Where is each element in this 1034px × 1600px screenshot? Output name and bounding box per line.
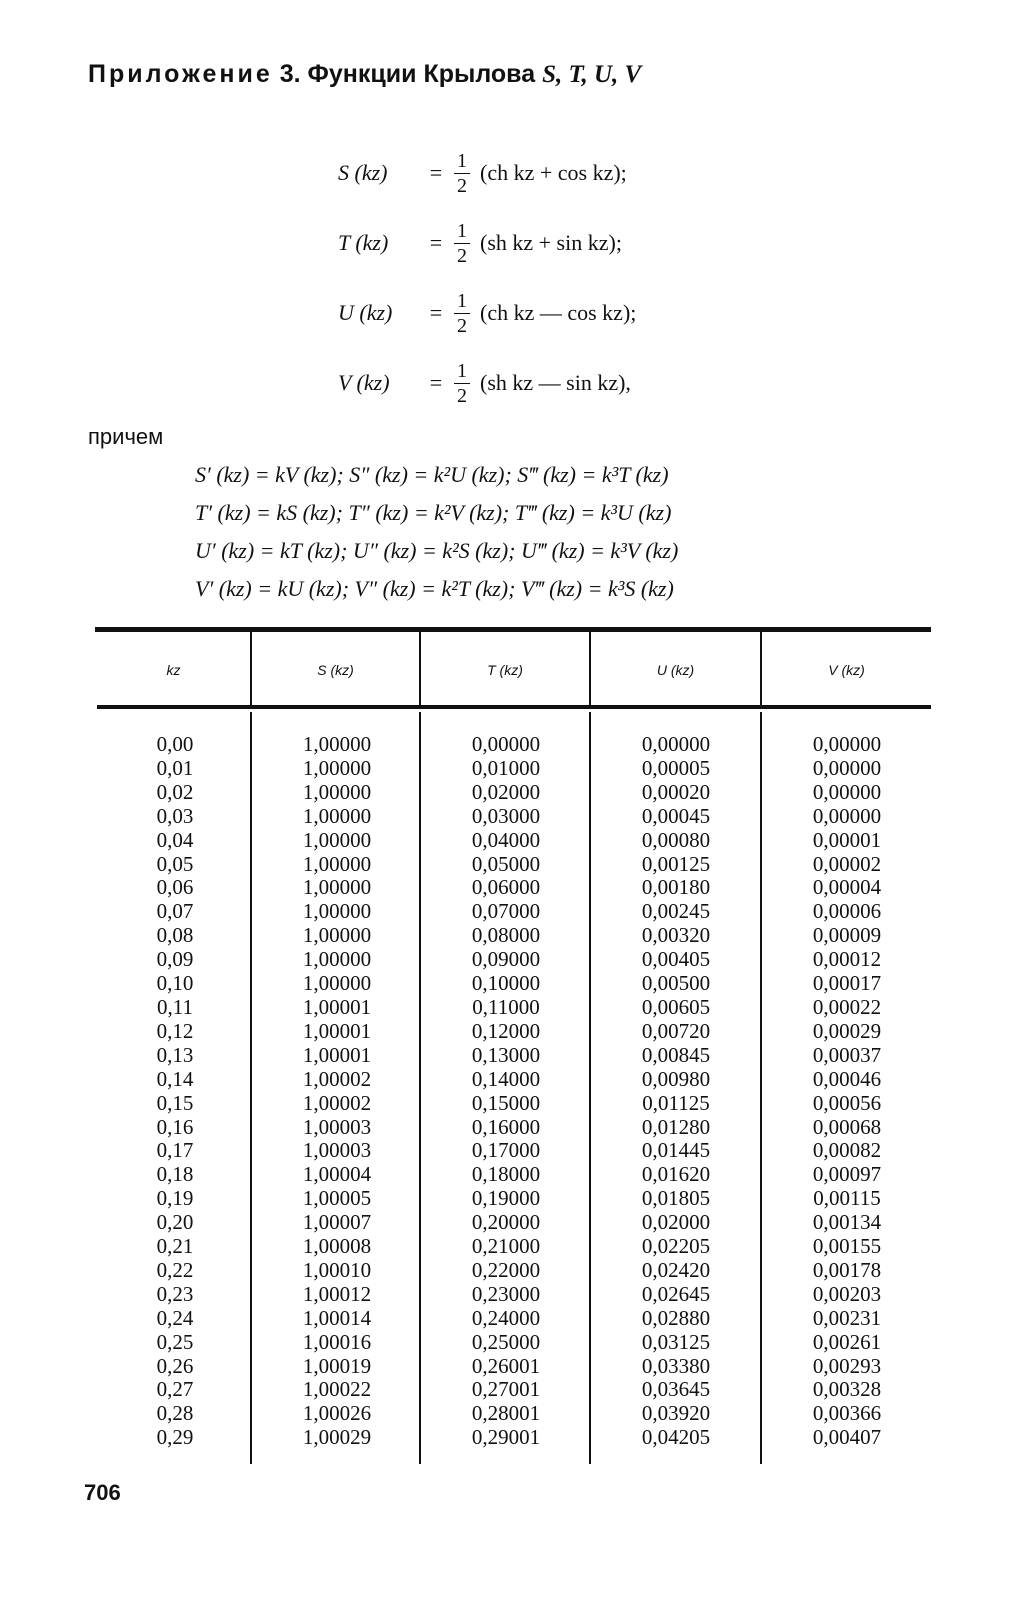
table-cell: 0,20000: [471, 1210, 541, 1235]
table-cell: 0,00180: [641, 875, 711, 900]
table-cell: 0,29001: [471, 1425, 541, 1450]
table-cell: 0,00000: [812, 755, 882, 780]
table-cell: 0,00155: [812, 1234, 882, 1259]
table-cell: 0,24: [156, 1305, 194, 1330]
table-cell: 0,00231: [812, 1305, 882, 1330]
table-cell: 0,03000: [471, 803, 541, 828]
table-cell: 1,00000: [302, 947, 372, 972]
table-cell: 0,01: [156, 755, 194, 780]
table-cell: 0,29: [156, 1425, 194, 1450]
table-cell: 0,00004: [812, 875, 882, 900]
table-cell: 0,02205: [641, 1234, 711, 1259]
table-cell: 0,00009: [812, 923, 882, 948]
fraction-numerator: 1: [454, 291, 470, 314]
column-s: [252, 733, 422, 1450]
table-cell: 0,01125: [642, 1090, 710, 1115]
table-cell: 1,00000: [302, 755, 372, 780]
formula-block: [338, 138, 636, 418]
table-cell: 0,00405: [641, 947, 711, 972]
formula-equals: =: [429, 160, 443, 185]
fraction-denominator: 2: [457, 174, 467, 197]
table-cell: 0,15: [156, 1090, 194, 1115]
table-cell: 0,03380: [641, 1353, 711, 1378]
formula-rhs: (ch kz + cos kz);: [480, 160, 627, 185]
table-cell: 0,11000: [472, 994, 540, 1019]
table-cell: 1,00001: [302, 1018, 372, 1043]
fraction-numerator: 1: [454, 151, 470, 174]
table-cell: 0,16000: [471, 1114, 541, 1139]
table-cell: 0,00845: [641, 1042, 711, 1067]
appendix-label: Приложение: [88, 60, 273, 88]
table-cell: 0,09000: [471, 947, 541, 972]
table-cell: 0,06000: [471, 875, 541, 900]
table-cell: 0,27: [156, 1377, 194, 1402]
derivative-row: V′ (kz) = kU (kz); V″ (kz) = k²T (kz); V‴ (kz) = k³S (kz): [195, 576, 674, 601]
table-cell: 0,22: [156, 1257, 194, 1282]
table-cell: 0,00029: [812, 1018, 882, 1043]
formula-lhs: T (kz): [338, 230, 389, 255]
fraction-denominator: 2: [457, 244, 467, 267]
table-cell: 1,00016: [302, 1329, 372, 1354]
table-cell: 0,05: [156, 851, 194, 876]
table-cell: 1,00000: [302, 851, 372, 876]
table-cell: 0,01000: [471, 755, 541, 780]
formula-lhs: U (kz): [338, 300, 393, 325]
table-cell: 0,18: [156, 1162, 194, 1187]
table-cell: 0,08: [156, 923, 194, 948]
table-cell: 0,23: [156, 1281, 194, 1306]
connector-word: причем: [88, 424, 164, 449]
table-cell: 0,04000: [471, 827, 541, 852]
table-cell: 0,01805: [641, 1186, 711, 1211]
table-cell: 1,00012: [302, 1281, 372, 1306]
table-cell: 1,00002: [302, 1090, 372, 1115]
table-cell: 0,00020: [641, 779, 711, 804]
table-cell: 0,22000: [471, 1257, 541, 1282]
table-cell: 0,00022: [812, 994, 882, 1019]
table-cell: 0,00134: [812, 1210, 882, 1235]
table-cell: 0,00261: [812, 1329, 882, 1354]
table-cell: 1,00022: [302, 1377, 372, 1402]
table-cell: 0,17000: [471, 1138, 541, 1163]
formula-row-v: [338, 348, 636, 418]
table-cell: 1,00003: [302, 1114, 372, 1139]
table-cell: 1,00000: [302, 899, 372, 924]
table-cell: 0,04: [156, 827, 194, 852]
table-cell: 0,02880: [641, 1305, 711, 1330]
table-cell: 0,03920: [641, 1401, 711, 1426]
table-cell: 0,08000: [471, 923, 541, 948]
table-cell: 0,00: [156, 732, 194, 756]
table-cell: 0,21: [156, 1234, 194, 1259]
table-cell: 1,00008: [302, 1234, 372, 1259]
column-header-u: U (kz): [656, 662, 695, 678]
table-cell: 0,12000: [471, 1018, 541, 1043]
table-cell: 0,00500: [641, 971, 711, 996]
fraction-denominator: 2: [457, 384, 467, 407]
derivative-row: S′ (kz) = kV (kz); S″ (kz) = k²U (kz); S‴ (kz) = k³T (kz): [195, 462, 669, 487]
table-cell: 1,00007: [302, 1210, 372, 1235]
table-cell: 1,00000: [302, 827, 372, 852]
table-cell: 0,10000: [471, 971, 541, 996]
fraction: [454, 361, 470, 406]
table-cell: 0,01280: [641, 1114, 711, 1139]
table-cell: 0,24000: [471, 1305, 541, 1330]
table-cell: 0,23000: [471, 1281, 541, 1306]
table-cell: 0,25: [156, 1329, 194, 1354]
table-cell: 0,00002: [812, 851, 882, 876]
table-cell: 0,00037: [812, 1042, 882, 1067]
table-cell: 0,00293: [812, 1353, 882, 1378]
column-kz: [97, 733, 253, 1450]
table-cell: 1,00029: [302, 1425, 372, 1450]
formula-rhs: (ch kz — cos kz);: [480, 300, 637, 325]
table-cell: 0,18000: [471, 1162, 541, 1187]
table-cell: 0,00001: [812, 827, 882, 852]
table-top-rule: [95, 627, 931, 632]
table-cell: 1,00000: [302, 875, 372, 900]
table-cell: 0,28001: [471, 1401, 541, 1426]
table-cell: 0,10: [156, 971, 194, 996]
fraction-denominator: 2: [457, 314, 467, 337]
table-cell: 0,00366: [812, 1401, 882, 1426]
table-cell: 0,02000: [641, 1210, 711, 1235]
formula-equals: =: [429, 370, 443, 395]
table-cell: 0,14: [156, 1066, 194, 1091]
table-cell: 0,00082: [812, 1138, 882, 1163]
fraction: [454, 221, 470, 266]
table-cell: 0,00125: [641, 851, 711, 876]
table-cell: 0,09: [156, 947, 194, 972]
table-cell: 0,00000: [471, 732, 541, 756]
table-cell: 1,00000: [302, 923, 372, 948]
column-header-kz: kz: [166, 662, 181, 678]
table-cell: 0,01620: [641, 1162, 711, 1187]
table-cell: 0,07: [156, 899, 194, 924]
table-cell: 0,00000: [641, 732, 711, 756]
table-cell: 0,07000: [471, 899, 541, 924]
table-cell: 0,03: [156, 803, 194, 828]
table-cell: 1,00002: [302, 1066, 372, 1091]
table-cell: 0,27001: [471, 1377, 541, 1402]
table-cell: 1,00000: [302, 779, 372, 804]
table-cell: 0,05000: [471, 851, 541, 876]
table-cell: 0,11: [157, 994, 193, 1019]
table-cell: 0,12: [156, 1018, 194, 1043]
appendix-number: 3.: [279, 60, 301, 88]
column-header-s: S (kz): [317, 662, 354, 678]
table-cell: 1,00005: [302, 1186, 372, 1211]
column-header-v: V (kz): [828, 662, 865, 678]
table-cell: 0,00245: [641, 899, 711, 924]
derivative-row: U′ (kz) = kT (kz); U″ (kz) = k²S (kz); U‴ (kz) = k³V (kz): [195, 538, 679, 563]
table-cell: 0,00006: [812, 899, 882, 924]
derivative-block: [195, 456, 678, 608]
table-cell: 1,00000: [302, 971, 372, 996]
table-header-rule: [97, 705, 931, 709]
table-cell: 1,00001: [302, 1042, 372, 1067]
table-cell: 0,00115: [813, 1186, 881, 1211]
table-cell: 1,00014: [302, 1305, 372, 1330]
table-cell: 0,14000: [471, 1066, 541, 1091]
table-cell: 0,15000: [471, 1090, 541, 1115]
column-u: [591, 733, 761, 1450]
table-cell: 0,13000: [471, 1042, 541, 1067]
formula-rhs: (sh kz + sin kz);: [480, 230, 622, 255]
formula-row-t: [338, 208, 636, 278]
table-cell: 0,06: [156, 875, 194, 900]
table-cell: 0,00005: [641, 755, 711, 780]
table-cell: 0,00046: [812, 1066, 882, 1091]
table-cell: 1,00001: [302, 994, 372, 1019]
table-cell: 0,26001: [471, 1353, 541, 1378]
table-cell: 0,00017: [812, 971, 882, 996]
table-cell: 0,00980: [641, 1066, 711, 1091]
table-cell: 0,00097: [812, 1162, 882, 1187]
table-cell: 1,00004: [302, 1162, 372, 1187]
table-cell: 0,03645: [641, 1377, 711, 1402]
table-cell: 0,00000: [812, 779, 882, 804]
page-number: 706: [84, 1480, 121, 1505]
table-cell: 0,00328: [812, 1377, 882, 1402]
table-cell: 0,00012: [812, 947, 882, 972]
table-cell: 1,00000: [302, 803, 372, 828]
table-cell: 0,20: [156, 1210, 194, 1235]
table-cell: 0,21000: [471, 1234, 541, 1259]
table-cell: 0,19000: [471, 1186, 541, 1211]
formula-lhs: S (kz): [338, 160, 388, 185]
derivative-row: T′ (kz) = kS (kz); T″ (kz) = k²V (kz); T‴ (kz) = k³U (kz): [195, 500, 672, 525]
formula-equals: =: [429, 300, 443, 325]
table-cell: 0,00203: [812, 1281, 882, 1306]
table-cell: 0,19: [156, 1186, 194, 1211]
table-cell: 0,00407: [812, 1425, 882, 1450]
table-cell: 0,02: [156, 779, 194, 804]
table-cell: 0,00000: [812, 732, 882, 756]
table-cell: 0,00000: [812, 803, 882, 828]
table-cell: 0,28: [156, 1401, 194, 1426]
table-cell: 0,00080: [641, 827, 711, 852]
column-t: [421, 733, 591, 1450]
table-cell: 0,02000: [471, 779, 541, 804]
table-cell: 0,02420: [641, 1257, 711, 1282]
column-v: [762, 733, 932, 1450]
formula-row-u: [338, 278, 636, 348]
table-cell: 0,00045: [641, 803, 711, 828]
formula-equals: =: [429, 230, 443, 255]
table-cell: 0,26: [156, 1353, 194, 1378]
table-cell: 1,00010: [302, 1257, 372, 1282]
table-cell: 0,04205: [641, 1425, 711, 1450]
table-cell: 0,00056: [812, 1090, 882, 1115]
title-functions: S, T, U, V: [542, 61, 642, 88]
table-cell: 0,01445: [641, 1138, 711, 1163]
formula-rhs: (sh kz — sin kz),: [480, 370, 631, 395]
table-cell: 0,00178: [812, 1257, 882, 1282]
table-cell: 1,00000: [302, 732, 372, 756]
fraction-numerator: 1: [454, 361, 470, 384]
table-cell: 0,00605: [641, 994, 711, 1019]
title-main: Функции Крылова: [307, 60, 536, 88]
table-cell: 1,00003: [302, 1138, 372, 1163]
table-cell: 0,25000: [471, 1329, 541, 1354]
table-cell: 0,03125: [641, 1329, 711, 1354]
table-cell: 0,00068: [812, 1114, 882, 1139]
table-cell: 0,02645: [641, 1281, 711, 1306]
formula-lhs: V (kz): [338, 370, 390, 395]
fraction: [454, 291, 470, 336]
table-cell: 0,00320: [641, 923, 711, 948]
formula-row-s: [338, 138, 636, 208]
page-title: [88, 60, 641, 89]
table-cell: 0,00720: [641, 1018, 711, 1043]
fraction-numerator: 1: [454, 221, 470, 244]
table-cell: 1,00019: [302, 1353, 372, 1378]
table-cell: 0,13: [156, 1042, 194, 1067]
fraction: [454, 151, 470, 196]
table-cell: 1,00026: [302, 1401, 372, 1426]
table-cell: 0,17: [156, 1138, 194, 1163]
column-header-t: T (kz): [487, 662, 523, 678]
table-cell: 0,16: [156, 1114, 194, 1139]
